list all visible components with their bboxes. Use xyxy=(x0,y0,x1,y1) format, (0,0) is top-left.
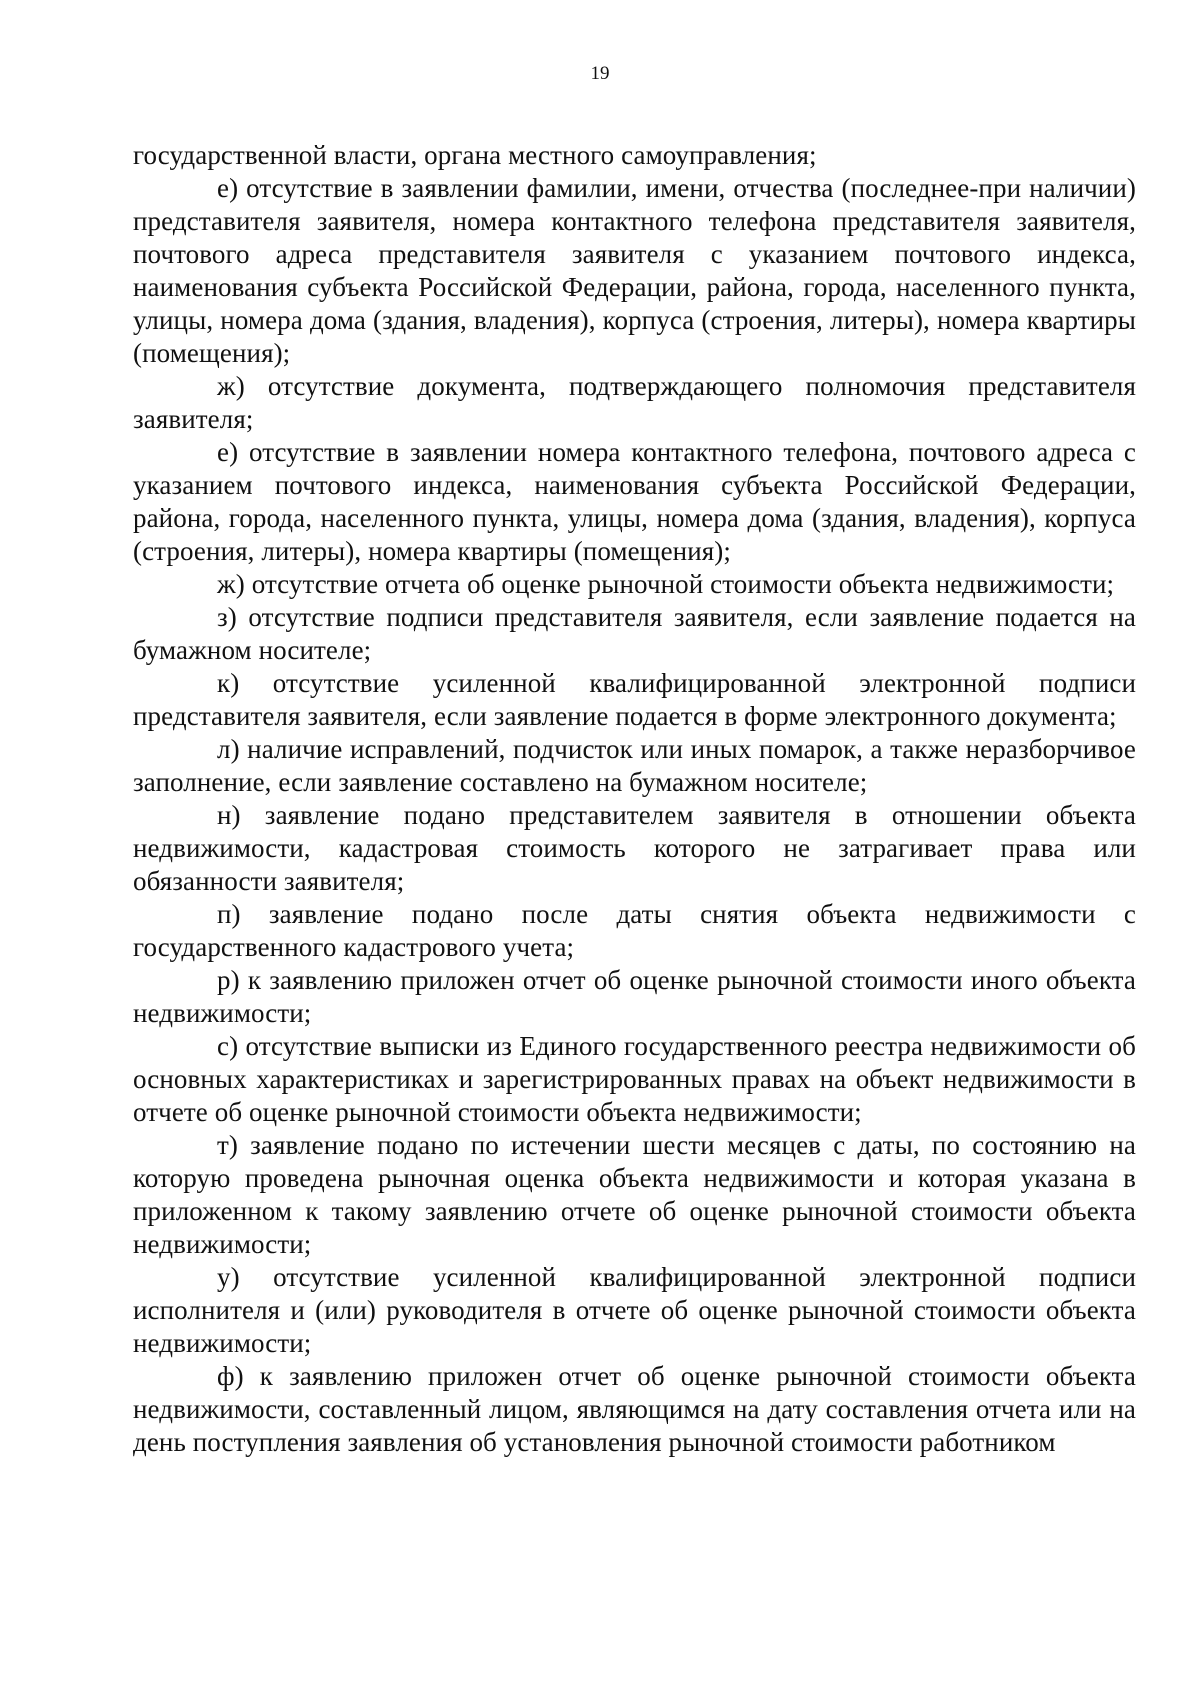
paragraph-item-r-other-object-report: р) к заявлению приложен отчет об оценке рыночной стоимости иного объекта недвижимости; xyxy=(133,965,1136,1028)
paragraph-item-e-contact-details: е) отсутствие в заявлении номера контактного телефона, почтового адреса с указанием почтового индекса, наименования субъекта Российской Федерации, района, города, населенного пункта, улицы, номера дома (здания, владения), корпуса (строения, литеры), номера квартиры (помещения); xyxy=(133,437,1136,566)
paragraph-item-n-unrelated-object: н) заявление подано представителем заявителя в отношении объекта недвижимости, кадастровая стоимость которого не затрагивает права или обязанности заявителя; xyxy=(133,800,1136,896)
paragraph-item-u-executor-signature: у) отсутствие усиленной квалифицированной электронной подписи исполнителя и (или) руководителя в отчете об оценке рыночной стоимости объекта недвижимости; xyxy=(133,1262,1136,1358)
paragraph-item-s-registry-extract: с) отсутствие выписки из Единого государственного реестра недвижимости об основных характеристиках и зарегистрированных правах на объект недвижимости в отчете об оценке рыночной стоимости объекта недвижимости; xyxy=(133,1031,1136,1127)
paragraph-item-z-signature: з) отсутствие подписи представителя заявителя, если заявление подается на бумажном носителе; xyxy=(133,602,1136,665)
paragraph-item-zh-valuation-report: ж) отсутствие отчета об оценке рыночной стоимости объекта недвижимости; xyxy=(217,569,1115,599)
paragraph-item-k-electronic-signature: к) отсутствие усиленной квалифицированной электронной подписи представителя заявителя, если заявление подается в форме электронного документа; xyxy=(133,668,1136,731)
paragraph-item-e-applicant-representative-details: е) отсутствие в заявлении фамилии, имени, отчества (последнее-при наличии) представителя заявителя, номера контактного телефона представителя заявителя, почтового адреса представителя заявителя с указанием почтового индекса, наименования субъекта Российской Федерации, района, города, населенного пункта, улицы, номера дома (здания, владения), корпуса (строения, литеры), номера квартиры (помещения); xyxy=(133,173,1136,368)
page-number: 19 xyxy=(590,63,610,84)
paragraph-continuation: государственной власти, органа местного самоуправления; xyxy=(133,140,817,170)
paragraph-item-l-corrections: л) наличие исправлений, подчисток или иных помарок, а также неразборчивое заполнение, если заявление составлено на бумажном носителе; xyxy=(133,734,1136,797)
document-body xyxy=(133,139,1136,1459)
paragraph-item-p-after-removal: п) заявление подано после даты снятия объекта недвижимости с государственного кадастрового учета; xyxy=(133,899,1136,962)
paragraph-item-t-six-months: т) заявление подано по истечении шести месяцев с даты, по состоянию на которую проведена рыночная оценка объекта недвижимости и которая указана в приложенном к такому заявлению отчете об оценке рыночной стоимости объекта недвижимости; xyxy=(133,1130,1136,1259)
paragraph-item-f-report-author: ф) к заявлению приложен отчет об оценке рыночной стоимости объекта недвижимости, составленный лицом, являющимся на дату составления отчета или на день поступления заявления об установления рыночной стоимости работником xyxy=(133,1361,1136,1457)
paragraph-item-zh-authority-document: ж) отсутствие документа, подтверждающего полномочия представителя заявителя; xyxy=(133,371,1136,434)
